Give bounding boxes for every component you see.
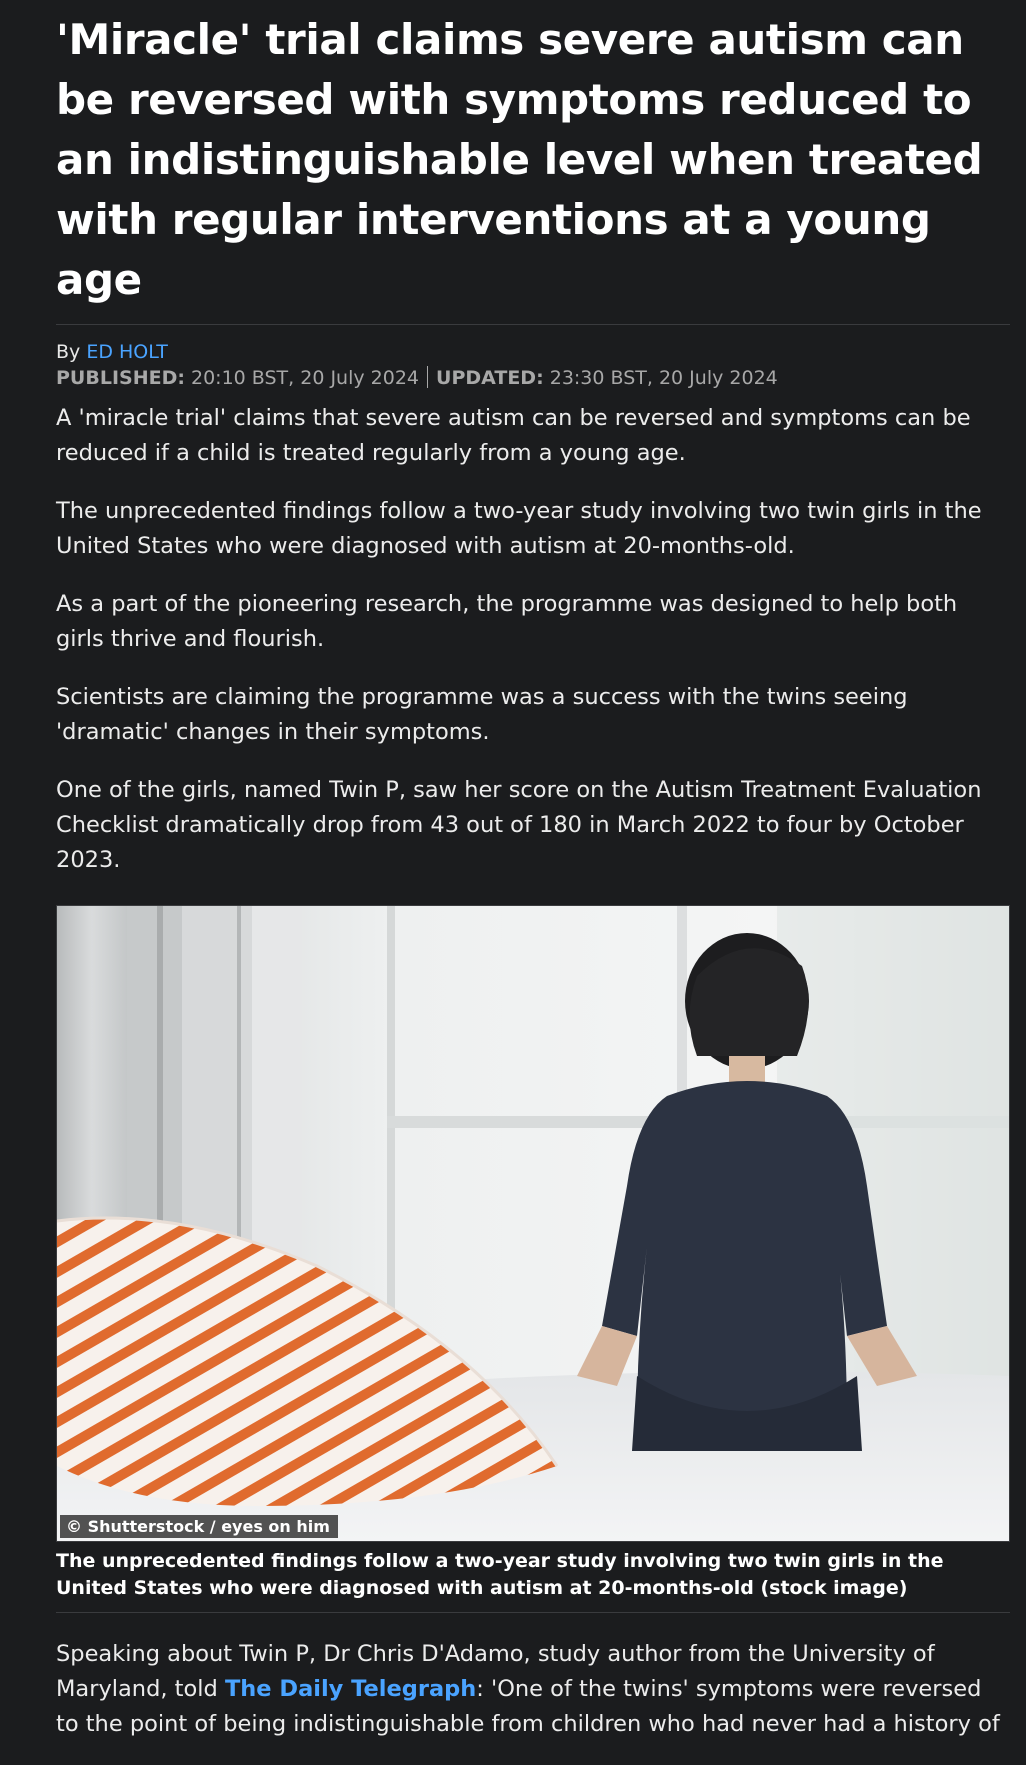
article-image[interactable] [56,905,1010,1542]
daily-telegraph-link[interactable]: The Daily Telegraph [224,1676,477,1702]
headline-divider [56,324,1010,325]
headline: 'Miracle' trial claims severe autism can be reversed with symptoms reduced to an indistinguishable level when treated with regular interventions at a young age [56,15,983,304]
paragraph-text: Speaking about Twin P, Dr Chris D'Adamo, study author from the University of Maryland, told [56,1641,935,1702]
author-link[interactable]: ED HOLT [86,341,168,363]
article-paragraph: One of the girls, named Twin P, saw her score on the Autism Treatment Evaluation Checklist dramatically drop from 43 out of 180 in March 2022 to four by October 2023. [56,777,982,873]
date-separator [427,366,428,388]
article-paragraph: The unprecedented findings follow a two-year study involving two twin girls in the United States who were diagnosed with autism at 20-months-old. [56,498,982,559]
paragraph-text: : 'One of the twins' symptoms were reversed to the point of being indistinguishable from children who had never had a history of [56,1676,1000,1737]
caption-divider [56,1612,1010,1613]
published-value: 20:10 BST, 20 July 2024 [184,367,420,389]
article-paragraph: As a part of the pioneering research, the programme was designed to help both girls thrive and flourish. [56,591,958,652]
image-credit: © Shutterstock / eyes on him [60,1515,338,1538]
published-label: PUBLISHED: [56,367,185,389]
article-paragraph: Scientists are claiming the programme was a success with the twins seeing 'dramatic' changes in their symptoms. [56,684,908,745]
article [56,0,1010,1765]
publish-dates [56,365,1010,391]
byline-prefix: By [56,341,87,363]
byline [56,339,1010,365]
image-caption: The unprecedented findings follow a two-year study involving two twin girls in the United States who were diagnosed with autism at 20-months-old (stock image) [56,1550,944,1599]
article-paragraph [56,1637,1010,1742]
article-paragraph: A 'miracle trial' claims that severe autism can be reversed and symptoms can be reduced if a child is treated regularly from a young age. [56,405,971,466]
updated-label: UPDATED: [436,367,544,389]
child-on-bed-photo [57,906,1009,1541]
updated-value: 23:30 BST, 20 July 2024 [543,367,778,389]
